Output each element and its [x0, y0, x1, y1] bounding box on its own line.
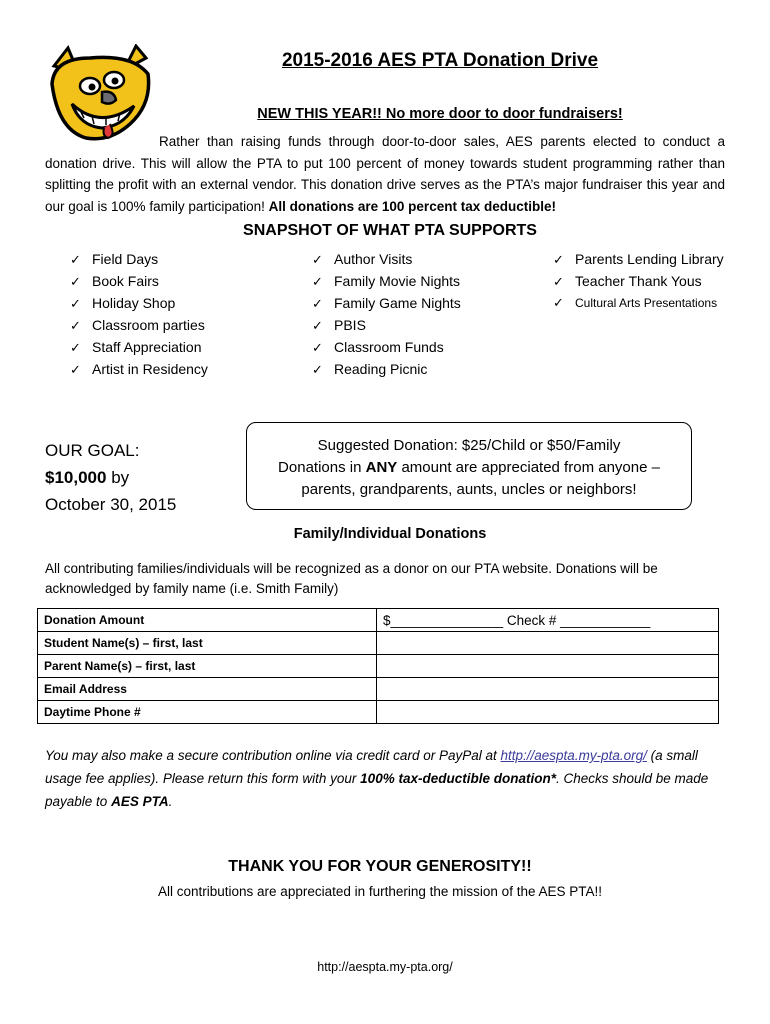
- pta-website-link[interactable]: http://aespta.my-pta.org/: [500, 748, 647, 763]
- check-icon: ✓: [70, 252, 81, 267]
- page-title: 2015-2016 AES PTA Donation Drive: [281, 50, 599, 71]
- list-item-label: Family Movie Nights: [334, 273, 461, 289]
- student-names-label: Student Name(s) – first, last: [38, 632, 377, 655]
- list-item: [312, 270, 461, 292]
- check-icon: ✓: [553, 295, 564, 310]
- suggested-line-2-pre: Donations in: [278, 459, 362, 476]
- list-item: [553, 292, 724, 314]
- check-icon: ✓: [553, 274, 564, 289]
- intro-tax-note: All donations are 100 percent tax deductible!: [268, 198, 556, 214]
- parent-names-label: Parent Name(s) – first, last: [38, 655, 377, 678]
- list-item: [70, 292, 208, 314]
- check-icon: ✓: [312, 296, 323, 311]
- table-row: [38, 632, 719, 655]
- suggested-donation-box: [246, 422, 692, 510]
- check-icon: ✓: [553, 252, 564, 267]
- list-item-label: Teacher Thank Yous: [575, 273, 702, 289]
- check-icon: ✓: [70, 274, 81, 289]
- list-item-label: PBIS: [334, 317, 366, 333]
- online-text-4: .: [168, 794, 173, 809]
- check-icon: ✓: [70, 362, 81, 377]
- list-item: [70, 248, 208, 270]
- daytime-phone-label: Daytime Phone #: [38, 701, 377, 724]
- list-item-label: Field Days: [92, 251, 159, 267]
- goal-amount: $10,000: [45, 468, 107, 487]
- online-text-3: . Checks should be made payable to: [45, 771, 709, 809]
- list-item: [70, 358, 208, 380]
- payee-name: AES PTA: [111, 794, 169, 809]
- supports-column-3: [553, 248, 724, 314]
- supports-column-2: [312, 248, 461, 380]
- list-item: [553, 270, 724, 292]
- suggested-line-2-post: amount are appreciated from anyone –: [401, 459, 660, 476]
- thank-you-heading: THANK YOU FOR YOUR GENEROSITY!!: [228, 858, 532, 875]
- suggested-line-3: parents, grandparents, aunts, uncles or neighbors!: [301, 481, 637, 498]
- goal-block: [45, 437, 176, 518]
- intro-text: Rather than raising funds through door-to-door sales, AES parents elected to conduct a donation drive. This will allow the PTA to put 100 percent of money towards student programming rather than splitting the profit with an external vendor. This donation drive serves as the PTA’s major fundraiser this year and our goal is 100% family participation!: [45, 134, 725, 214]
- check-icon: ✓: [70, 318, 81, 333]
- list-item-label: Classroom parties: [92, 317, 205, 333]
- check-icon: ✓: [312, 274, 323, 289]
- daytime-phone-field[interactable]: [377, 701, 719, 724]
- check-icon: ✓: [312, 362, 323, 377]
- family-donations-heading: Family/Individual Donations: [293, 526, 487, 542]
- list-item-label: Holiday Shop: [92, 295, 176, 311]
- online-payment-paragraph: [45, 744, 735, 813]
- list-item: [312, 358, 461, 380]
- list-item-label: Cultural Arts Presentations: [575, 296, 718, 310]
- donation-form-table: [37, 608, 719, 724]
- table-row: [38, 701, 719, 724]
- donation-amount-label: Donation Amount: [38, 609, 377, 632]
- list-item-label: Parents Lending Library: [575, 251, 724, 267]
- list-item-label: Classroom Funds: [334, 339, 444, 355]
- list-item: [70, 314, 208, 336]
- email-address-label: Email Address: [38, 678, 377, 701]
- list-item-label: Family Game Nights: [334, 295, 461, 311]
- goal-date: October 30, 2015: [45, 495, 177, 514]
- list-item: [70, 336, 208, 358]
- tax-deductible-note: 100% tax-deductible donation*: [360, 771, 556, 786]
- parent-names-field[interactable]: [377, 655, 719, 678]
- list-item-label: Reading Picnic: [334, 361, 428, 377]
- check-icon: ✓: [70, 296, 81, 311]
- list-item: [312, 336, 461, 358]
- list-item-label: Book Fairs: [92, 273, 159, 289]
- goal-amount-line: [45, 464, 176, 491]
- list-item: [312, 292, 461, 314]
- check-icon: ✓: [70, 340, 81, 355]
- thank-you-subtext: All contributions are appreciated in furthering the mission of the AES PTA!!: [158, 884, 602, 899]
- suggested-any: ANY: [365, 459, 398, 476]
- subtitle: NEW THIS YEAR!! No more door to door fundraisers!: [257, 106, 623, 122]
- list-item-label: Author Visits: [334, 251, 413, 267]
- table-row: [38, 655, 719, 678]
- student-names-field[interactable]: [377, 632, 719, 655]
- intro-paragraph: [45, 131, 725, 217]
- donation-amount-field[interactable]: $_______________ Check # ____________: [377, 609, 719, 632]
- goal-by: by: [111, 468, 130, 487]
- footer-url[interactable]: http://aespta.my-pta.org/: [317, 960, 453, 974]
- check-icon: ✓: [312, 252, 323, 267]
- table-row: [38, 678, 719, 701]
- suggested-line-2: [247, 457, 691, 479]
- recognition-text: All contributing families/individuals will be recognized as a donor on our PTA website. Donations will be acknowledged by family name (i.e. Smith Family): [45, 561, 658, 596]
- list-item: [553, 248, 724, 270]
- check-icon: ✓: [312, 340, 323, 355]
- online-text-1: You may also make a secure contribution online via credit card or PayPal at: [45, 748, 497, 763]
- goal-label: OUR GOAL:: [45, 441, 140, 460]
- online-text-2: (a small usage fee applies). Please return this form with your: [45, 748, 698, 786]
- list-item-label: Artist in Residency: [92, 361, 208, 377]
- suggested-line-1: Suggested Donation: $25/Child or $50/Family: [317, 437, 621, 454]
- cougar-mascot-logo-icon: [44, 44, 156, 144]
- list-item: [70, 270, 208, 292]
- supports-heading: SNAPSHOT OF WHAT PTA SUPPORTS: [243, 222, 537, 239]
- supports-column-1: [70, 248, 208, 380]
- list-item: [312, 248, 461, 270]
- table-row: [38, 609, 719, 632]
- email-address-field[interactable]: [377, 678, 719, 701]
- list-item-label: Staff Appreciation: [92, 339, 202, 355]
- list-item: [312, 314, 461, 336]
- check-icon: ✓: [312, 318, 323, 333]
